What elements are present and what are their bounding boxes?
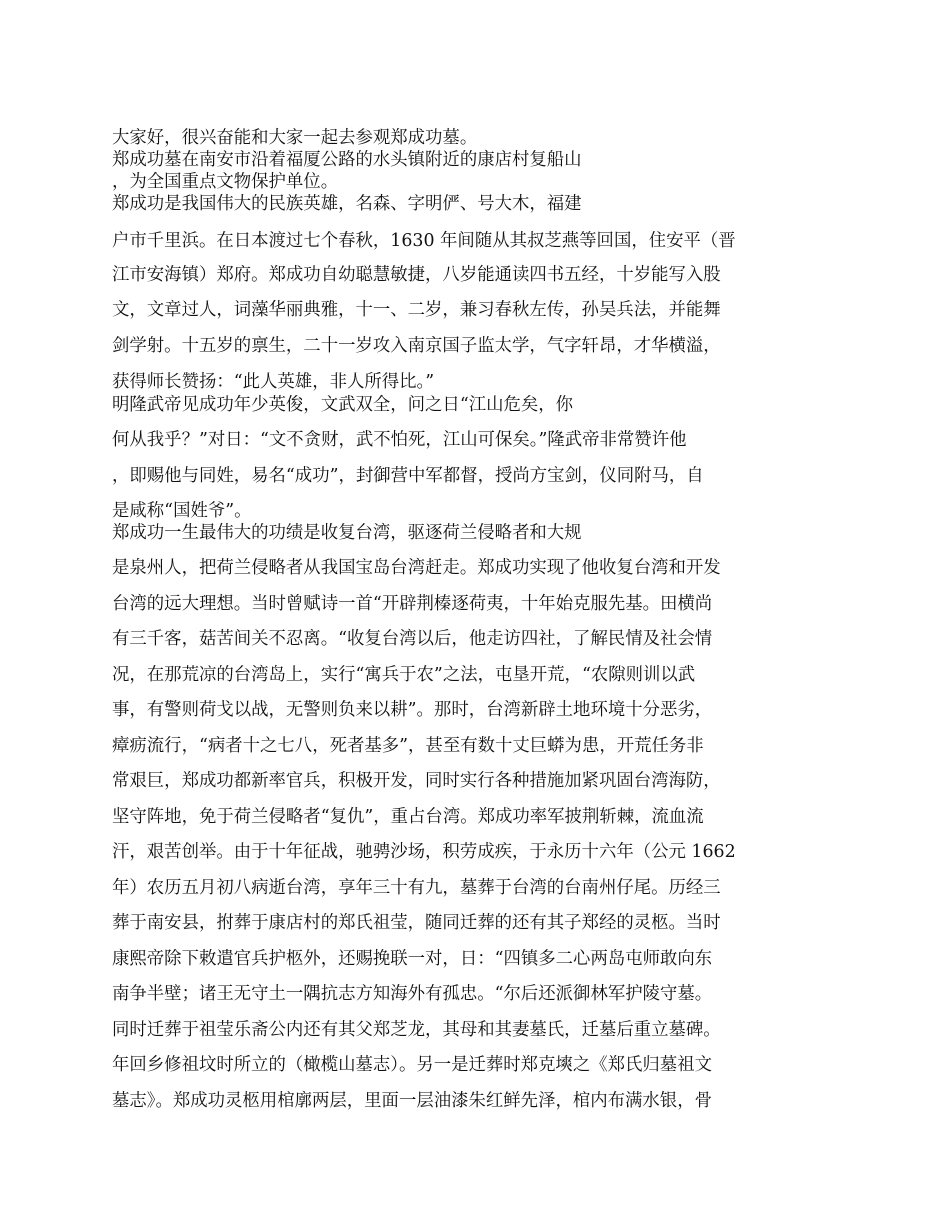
text-line: 文，文章过人，词藻华丽典雅，十一、二岁，兼习春秋左传，孙吴兵法，并能舞 bbox=[112, 300, 721, 320]
text-line: 何从我乎？”对日：“文不贪财，武不怕死，江山可保矣。”隆武帝非常赞许他 bbox=[112, 430, 687, 450]
text-line: 年回乡修祖坟时所立的（橄榄山墓志）。另一是迁葬时郑克塽之《郑氏归墓祖文 bbox=[112, 1055, 712, 1075]
text-line: 大家好，很兴奋能和大家一起去参观郑成功墓。 bbox=[112, 128, 478, 148]
text-line: 墓志》。郑成功灵柩用棺廓两层，里面一层油漆朱红鲜先泽，棺内布满水银，骨 bbox=[112, 1091, 712, 1111]
text-line: 是咸称“国姓爷”。 bbox=[112, 501, 252, 521]
text-line: 台湾的远大理想。当时曾赋诗一首“开辟荆榛逐荷夷，十年始克服先基。田横尚 bbox=[112, 594, 713, 614]
text-line: 汗，艰苦创举。由于十年征战，驰骋沙场，积劳成疾，于永历十六年（公元 1662 bbox=[112, 842, 736, 862]
text-line: 南争半壁；诸王无守土一隅抗志方知海外有孤忠。“尔后还派御林军护陵守墓。 bbox=[112, 984, 713, 1004]
text-line: ，即赐他与同姓，易名“成功”，封御营中军都督，授尚方宝剑，仪同附马，自 bbox=[112, 466, 704, 486]
text-line: 剑学射。十五岁的禀生，二十一岁攻入南京国子监太学，气字轩昂，才华横溢， bbox=[112, 336, 721, 356]
text-line: 常艰巨，郑成功都新率官兵，积极开发，同时实行各种措施加紧巩固台湾海防， bbox=[112, 771, 721, 791]
text-line: 坚守阵地，免于荷兰侵略者“复仇”，重占台湾。郑成功率军披荆斩棘，流血流 bbox=[112, 807, 704, 827]
text-line: 郑成功一生最伟大的功绩是收复台湾，驱逐荷兰侵略者和大规 bbox=[112, 523, 582, 543]
text-line: 有三千客，菇苦间关不忍离。“收复台湾以后，他走访四社，了解民情及社会情 bbox=[112, 629, 713, 649]
text-line: 同时迁葬于祖莹乐斋公内还有其父郑芝龙，其母和其妻墓氏，迁墓后重立墓碑。 bbox=[112, 1020, 721, 1040]
text-line: 年）农历五月初八病逝台湾，享年三十有九，墓葬于台湾的台南州仔尾。历经三 bbox=[112, 878, 721, 898]
text-line: 瘴疬流行，“病者十之七八，死者基多”，甚至有数十丈巨蟒为患，开荒任务非 bbox=[112, 736, 704, 756]
text-line: 事，有警则荷戈以战，无警则负来以耕”。那时，台湾新辟土地环境十分恶劣， bbox=[112, 700, 713, 720]
text-line: 江市安海镇）郑府。郑成功自幼聪慧敏捷，八岁能通读四书五经，十岁能写入股 bbox=[112, 265, 721, 285]
text-line: 户市千里浜。在日本渡过七个春秋，1630 年间随从其叔芝燕等回国，住安平（晋 bbox=[112, 231, 736, 251]
text-line: ，为全国重点文物保护单位。 bbox=[112, 172, 339, 192]
text-line: 明隆武帝见成功年少英俊，文武双全，问之日“江山危矣，你 bbox=[112, 395, 574, 415]
text-line: 是泉州人，把荷兰侵略者从我国宝岛台湾赶走。郑成功实现了他收复台湾和开发 bbox=[112, 558, 721, 578]
text-line: 郑成功是我国伟大的民族英雄，名森、字明俨、号大木，福建 bbox=[112, 194, 582, 214]
text-line: 康熙帝除下敕遣官兵护柩外，还赐挽联一对，日：“四镇多二心两岛屯师敢向东 bbox=[112, 949, 713, 969]
text-line: 葬于南安县，拊葬于康店村的郑氏祖莹，随同迁葬的还有其子郑经的灵柩。当时 bbox=[112, 913, 721, 933]
text-line: 郑成功墓在南安市沿着福厦公路的水头镇附近的康店村复船山 bbox=[112, 150, 582, 170]
text-line: 获得师长赞扬：“此人英雄，非人所得比。” bbox=[112, 372, 435, 392]
text-line: 况，在那荒凉的台湾岛上，实行“寓兵于农”之法，屯垦开荒，“农隙则训以武 bbox=[112, 665, 696, 685]
